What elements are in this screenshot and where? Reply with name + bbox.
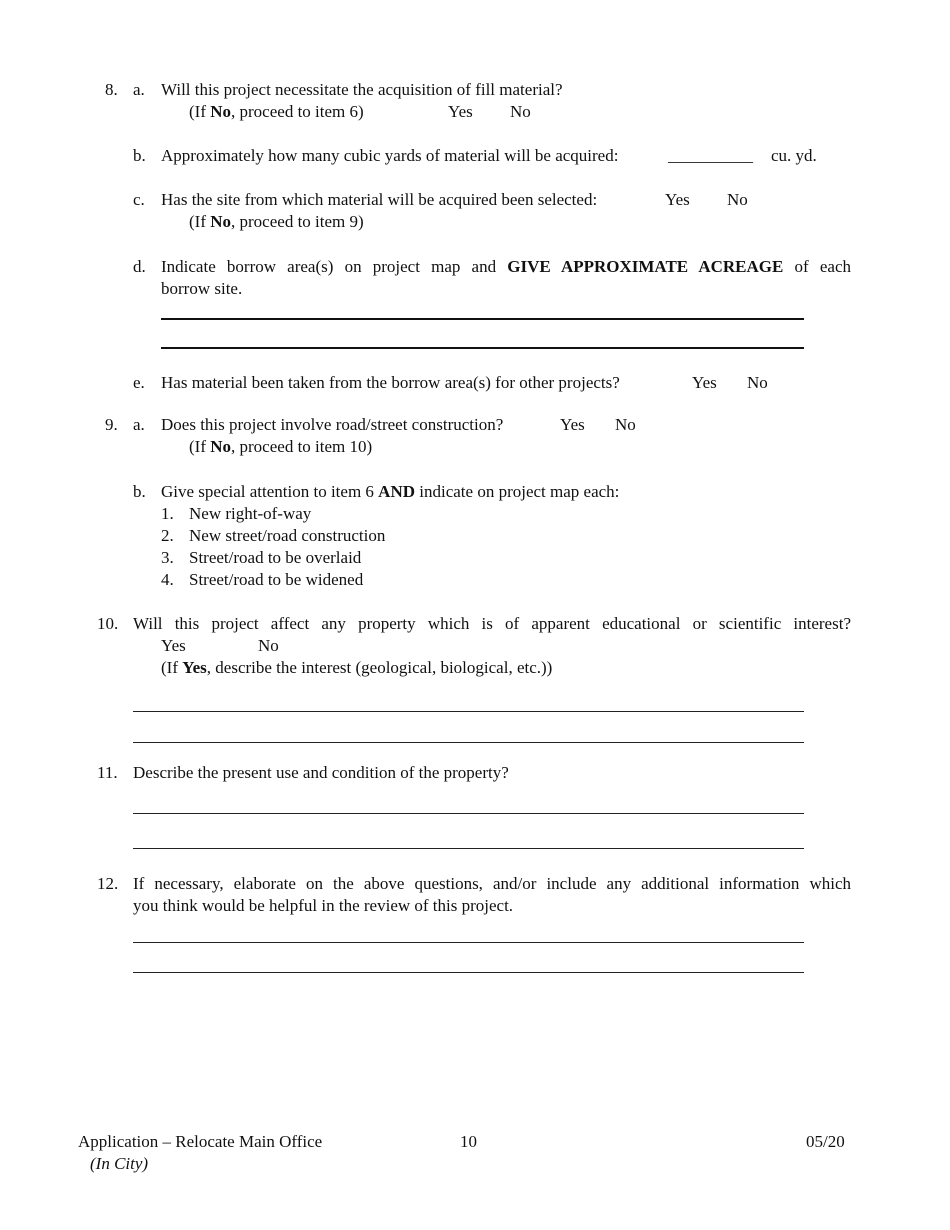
yes-option[interactable]: Yes [560, 415, 585, 434]
question-8d-text-cont: borrow site. [161, 279, 243, 298]
question-8c-note: (If No, proceed to item 9) [189, 212, 364, 231]
no-option[interactable]: No [747, 373, 768, 392]
question-8c-text: Has the site from which material will be acquired been selected: [161, 190, 598, 209]
answer-line[interactable] [161, 347, 804, 349]
answer-line[interactable] [133, 972, 804, 973]
yes-option[interactable]: Yes [692, 373, 717, 392]
question-number: 9. [105, 415, 118, 434]
question-number: 8. [105, 80, 118, 99]
subquestion-letter: c. [133, 190, 145, 209]
footer-document-title: Application – Relocate Main Office [78, 1132, 323, 1151]
question-12-text: If necessary, elaborate on the above questions, and/or include any additional information which [133, 874, 851, 893]
list-item-number: 2. [161, 526, 174, 545]
question-8d-text: Indicate borrow area(s) on project map and GIVE APPROXIMATE ACREAGE of each [161, 257, 852, 276]
question-8a-note: (If No, proceed to item 6) [189, 102, 364, 121]
answer-line[interactable] [133, 813, 804, 814]
list-item-number: 3. [161, 548, 174, 567]
list-item: Street/road to be overlaid [189, 548, 362, 567]
question-8b-text: Approximately how many cubic yards of material will be acquired: [161, 146, 619, 165]
no-option[interactable]: No [510, 102, 531, 121]
footer-document-subtitle: (In City) [90, 1154, 149, 1173]
subquestion-letter: b. [133, 482, 146, 501]
subquestion-letter: b. [133, 146, 146, 165]
question-10-note: (If Yes, describe the interest (geological, biological, etc.)) [161, 658, 553, 677]
subquestion-letter: a. [133, 415, 145, 434]
answer-line[interactable] [133, 848, 804, 849]
unit-label: cu. yd. [771, 146, 817, 165]
question-8a-text: Will this project necessitate the acquisition of fill material? [161, 80, 563, 99]
question-number: 12. [97, 874, 119, 893]
cubic-yards-field[interactable]: __________ [668, 146, 753, 165]
yes-option[interactable]: Yes [665, 190, 690, 209]
question-9b-text: Give special attention to item 6 AND indicate on project map each: [161, 482, 620, 501]
page-number: 10 [460, 1132, 477, 1151]
question-9a-text: Does this project involve road/street construction? [161, 415, 504, 434]
list-item-number: 4. [161, 570, 174, 589]
question-8e-text: Has material been taken from the borrow area(s) for other projects? [161, 373, 620, 392]
answer-line[interactable] [133, 942, 804, 943]
answer-line[interactable] [133, 742, 804, 743]
no-option[interactable]: No [615, 415, 636, 434]
subquestion-letter: e. [133, 373, 145, 392]
subquestion-letter: a. [133, 80, 145, 99]
question-11-text: Describe the present use and condition of the property? [133, 763, 509, 782]
question-12-text-cont: you think would be helpful in the review of this project. [133, 896, 514, 915]
list-item: New street/road construction [189, 526, 386, 545]
list-item-number: 1. [161, 504, 174, 523]
question-9a-note: (If No, proceed to item 10) [189, 437, 373, 456]
question-number: 11. [97, 763, 118, 782]
no-option[interactable]: No [258, 636, 279, 655]
subquestion-letter: d. [133, 257, 146, 276]
answer-line[interactable] [133, 711, 804, 712]
no-option[interactable]: No [727, 190, 748, 209]
question-number: 10. [97, 614, 119, 633]
answer-line[interactable] [161, 318, 804, 320]
list-item: New right-of-way [189, 504, 312, 523]
question-10-text: Will this project affect any property which is of apparent educational or scientific interest? [133, 614, 851, 633]
list-item: Street/road to be widened [189, 570, 364, 589]
yes-option[interactable]: Yes [161, 636, 186, 655]
footer-date: 05/20 [806, 1132, 845, 1151]
yes-option[interactable]: Yes [448, 102, 473, 121]
